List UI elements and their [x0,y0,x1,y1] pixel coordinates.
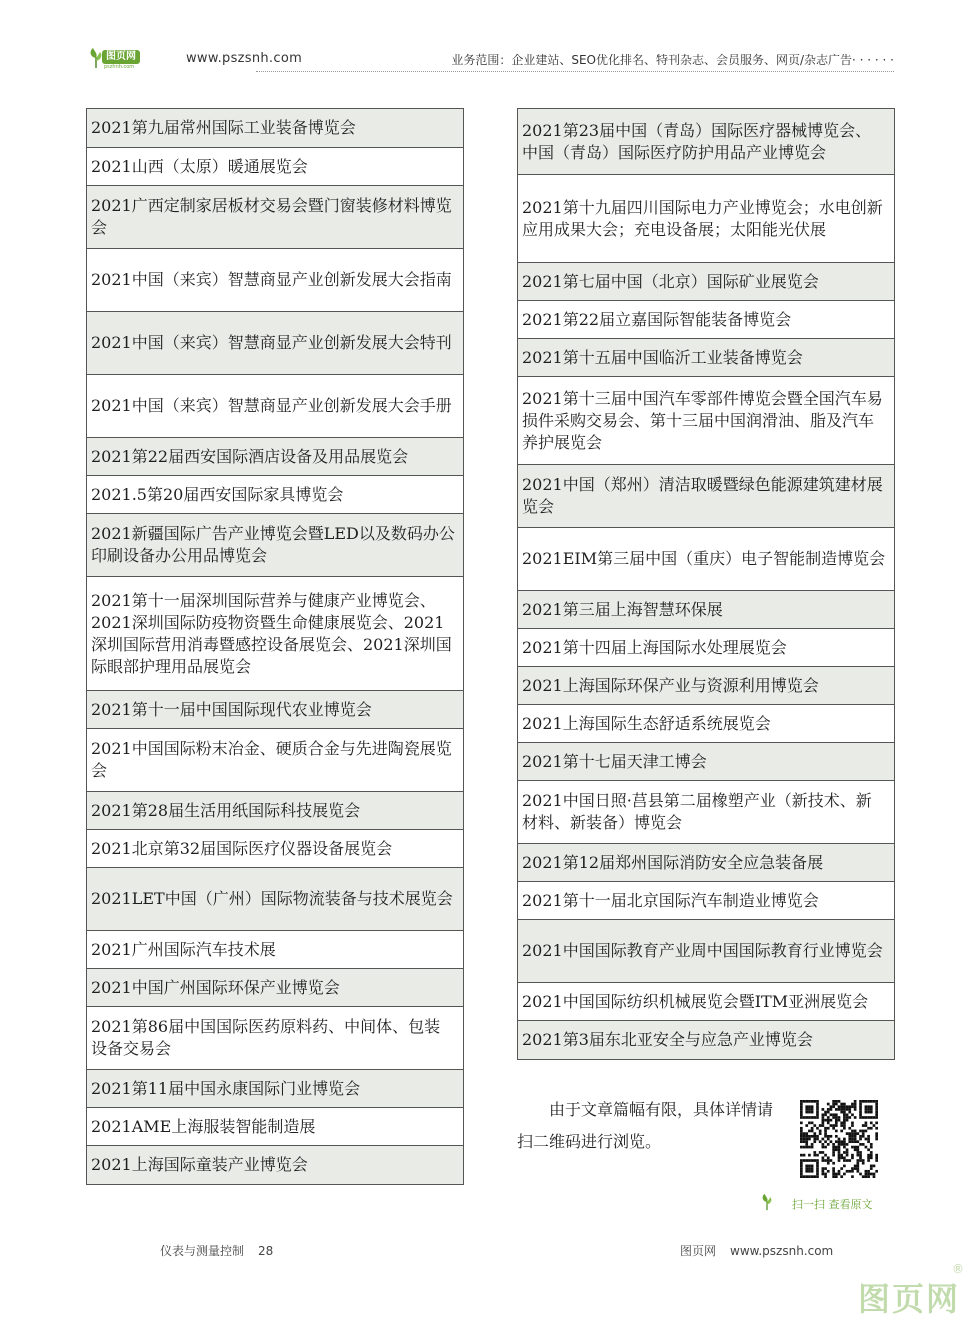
exhibition-list-left [86,108,464,1185]
list-item: 2021第3届东北亚安全与应急产业博览会 [518,1021,894,1059]
list-item: 2021第十三届中国汽车零部件博览会暨全国汽车易损件采购交易会、第十三届中国润滑油、脂及汽车养护展览会 [518,377,894,465]
list-item: 2021北京第32届国际医疗仪器设备展览会 [87,830,463,868]
list-item: 2021中国日照·莒县第二届橡塑产业（新技术、新材料、新装备）博览会 [518,781,894,844]
site-logo[interactable] [86,46,150,70]
list-item: 2021第十九届四川国际电力产业博览会；水电创新应用成果大会；充电设备展；太阳能光伏展 [518,175,894,263]
header-services: 业务范围：企业建站、SEO优化排名、特刊杂志、会员服务、网页/杂志广告· · · · · · [451,53,894,67]
list-item: 2021第十七届天津工博会 [518,743,894,781]
list-item: 2021第十四届上海国际水处理展览会 [518,629,894,667]
watermark-logo [858,1262,967,1320]
list-item: 2021中国（来宾）智慧商显产业创新发展大会指南 [87,249,463,312]
footer-site [680,1242,833,1259]
list-item: 2021广西定制家居板材交易会暨门窗装修材料博览会 [87,186,463,249]
list-item: 2021中国国际粉末冶金、硬质合金与先进陶瓷展览会 [87,729,463,792]
scan-label: 扫一扫 查看原文 [792,1198,873,1211]
list-item: 2021第三届上海智慧环保展 [518,591,894,629]
list-item: 2021第九届常州国际工业装备博览会 [87,109,463,148]
qr-code[interactable] [800,1100,878,1178]
list-item: 2021中国广州国际环保产业博览会 [87,969,463,1007]
page-header [86,44,894,74]
list-item: 2021AME上海服装智能制造展 [87,1108,463,1146]
list-item: 2021山西（太原）暖通展览会 [87,148,463,186]
list-item: 2021第七届中国（北京）国际矿业展览会 [518,263,894,301]
list-item: 2021第22届立嘉国际智能装备博览会 [518,301,894,339]
logo-badge: 图页网 [102,50,140,64]
list-item: 2021上海国际童装产业博览会 [87,1146,463,1184]
list-item: 2021第22届西安国际酒店设备及用品展览会 [87,438,463,476]
list-item: 2021第十一届中国国际现代农业博览会 [87,691,463,729]
list-item: 2021第86届中国国际医药原料药、中间体、包装设备交易会 [87,1007,463,1070]
list-item: 2021中国（来宾）智慧商显产业创新发展大会特刊 [87,312,463,375]
list-item: 2021上海国际环保产业与资源利用博览会 [518,667,894,705]
list-item: 2021中国国际纺织机械展览会暨ITM亚洲展览会 [518,983,894,1021]
watermark-text: 图页网 [858,1280,961,1318]
scan-link[interactable] [760,1193,900,1213]
registered-mark: ® [952,1262,967,1276]
header-site-url[interactable]: www.pszsnh.com [186,51,303,66]
list-item: 2021LET中国（广州）国际物流装备与技术展览会 [87,868,463,931]
page-number: 28 [258,1244,274,1258]
list-item: 2021中国（来宾）智慧商显产业创新发展大会手册 [87,375,463,438]
list-item: 2021第十一届北京国际汽车制造业博览会 [518,882,894,920]
qr-note-line: 由于文章篇幅有限，具体详情请 [549,1100,774,1119]
list-item: 2021新疆国际广告产业博览会暨LED以及数码办公印刷设备办公用品博览会 [87,514,463,577]
list-item: 2021第28届生活用纸国际科技展览会 [87,792,463,830]
list-item: 2021第十一届深圳国际营养与健康产业博览会、2021深圳国际防疫物资暨生命健康展览会、2021深圳国际营用消毒暨感控设备展览会、2021深圳国际眼部护理用品展览会 [87,577,463,691]
qr-note-line: 扫二维码进行浏览。 [517,1132,662,1151]
qr-note [517,1094,797,1158]
list-item: 2021第12届郑州国际消防安全应急装备展 [518,844,894,882]
list-item: 2021中国（郑州）清洁取暖暨绿色能源建筑建材展览会 [518,465,894,528]
footer-journal [160,1242,273,1259]
logo-small-text: pszhnh.com [104,64,135,70]
list-item: 2021中国国际教育产业周中国国际教育行业博览会 [518,920,894,983]
header-divider [256,71,894,72]
list-item: 2021第11届中国永康国际门业博览会 [87,1070,463,1108]
list-item: 2021.5第20届西安国际家具博览会 [87,476,463,514]
list-item: 2021第十五届中国临沂工业装备博览会 [518,339,894,377]
exhibition-list-right [517,108,895,1060]
list-item: 2021第23届中国（青岛）国际医疗器械博览会、中国（青岛）国际医疗防护用品产业博览会 [518,109,894,175]
leaf-icon [760,1193,774,1211]
list-item: 2021上海国际生态舒适系统展览会 [518,705,894,743]
footer-site-name: 图页网 [680,1244,717,1258]
list-item: 2021广州国际汽车技术展 [87,931,463,969]
journal-name: 仪表与测量控制 [160,1244,245,1258]
footer-site-url[interactable]: www.pszsnh.com [730,1244,834,1258]
list-item: 2021EIM第三届中国（重庆）电子智能制造博览会 [518,528,894,591]
